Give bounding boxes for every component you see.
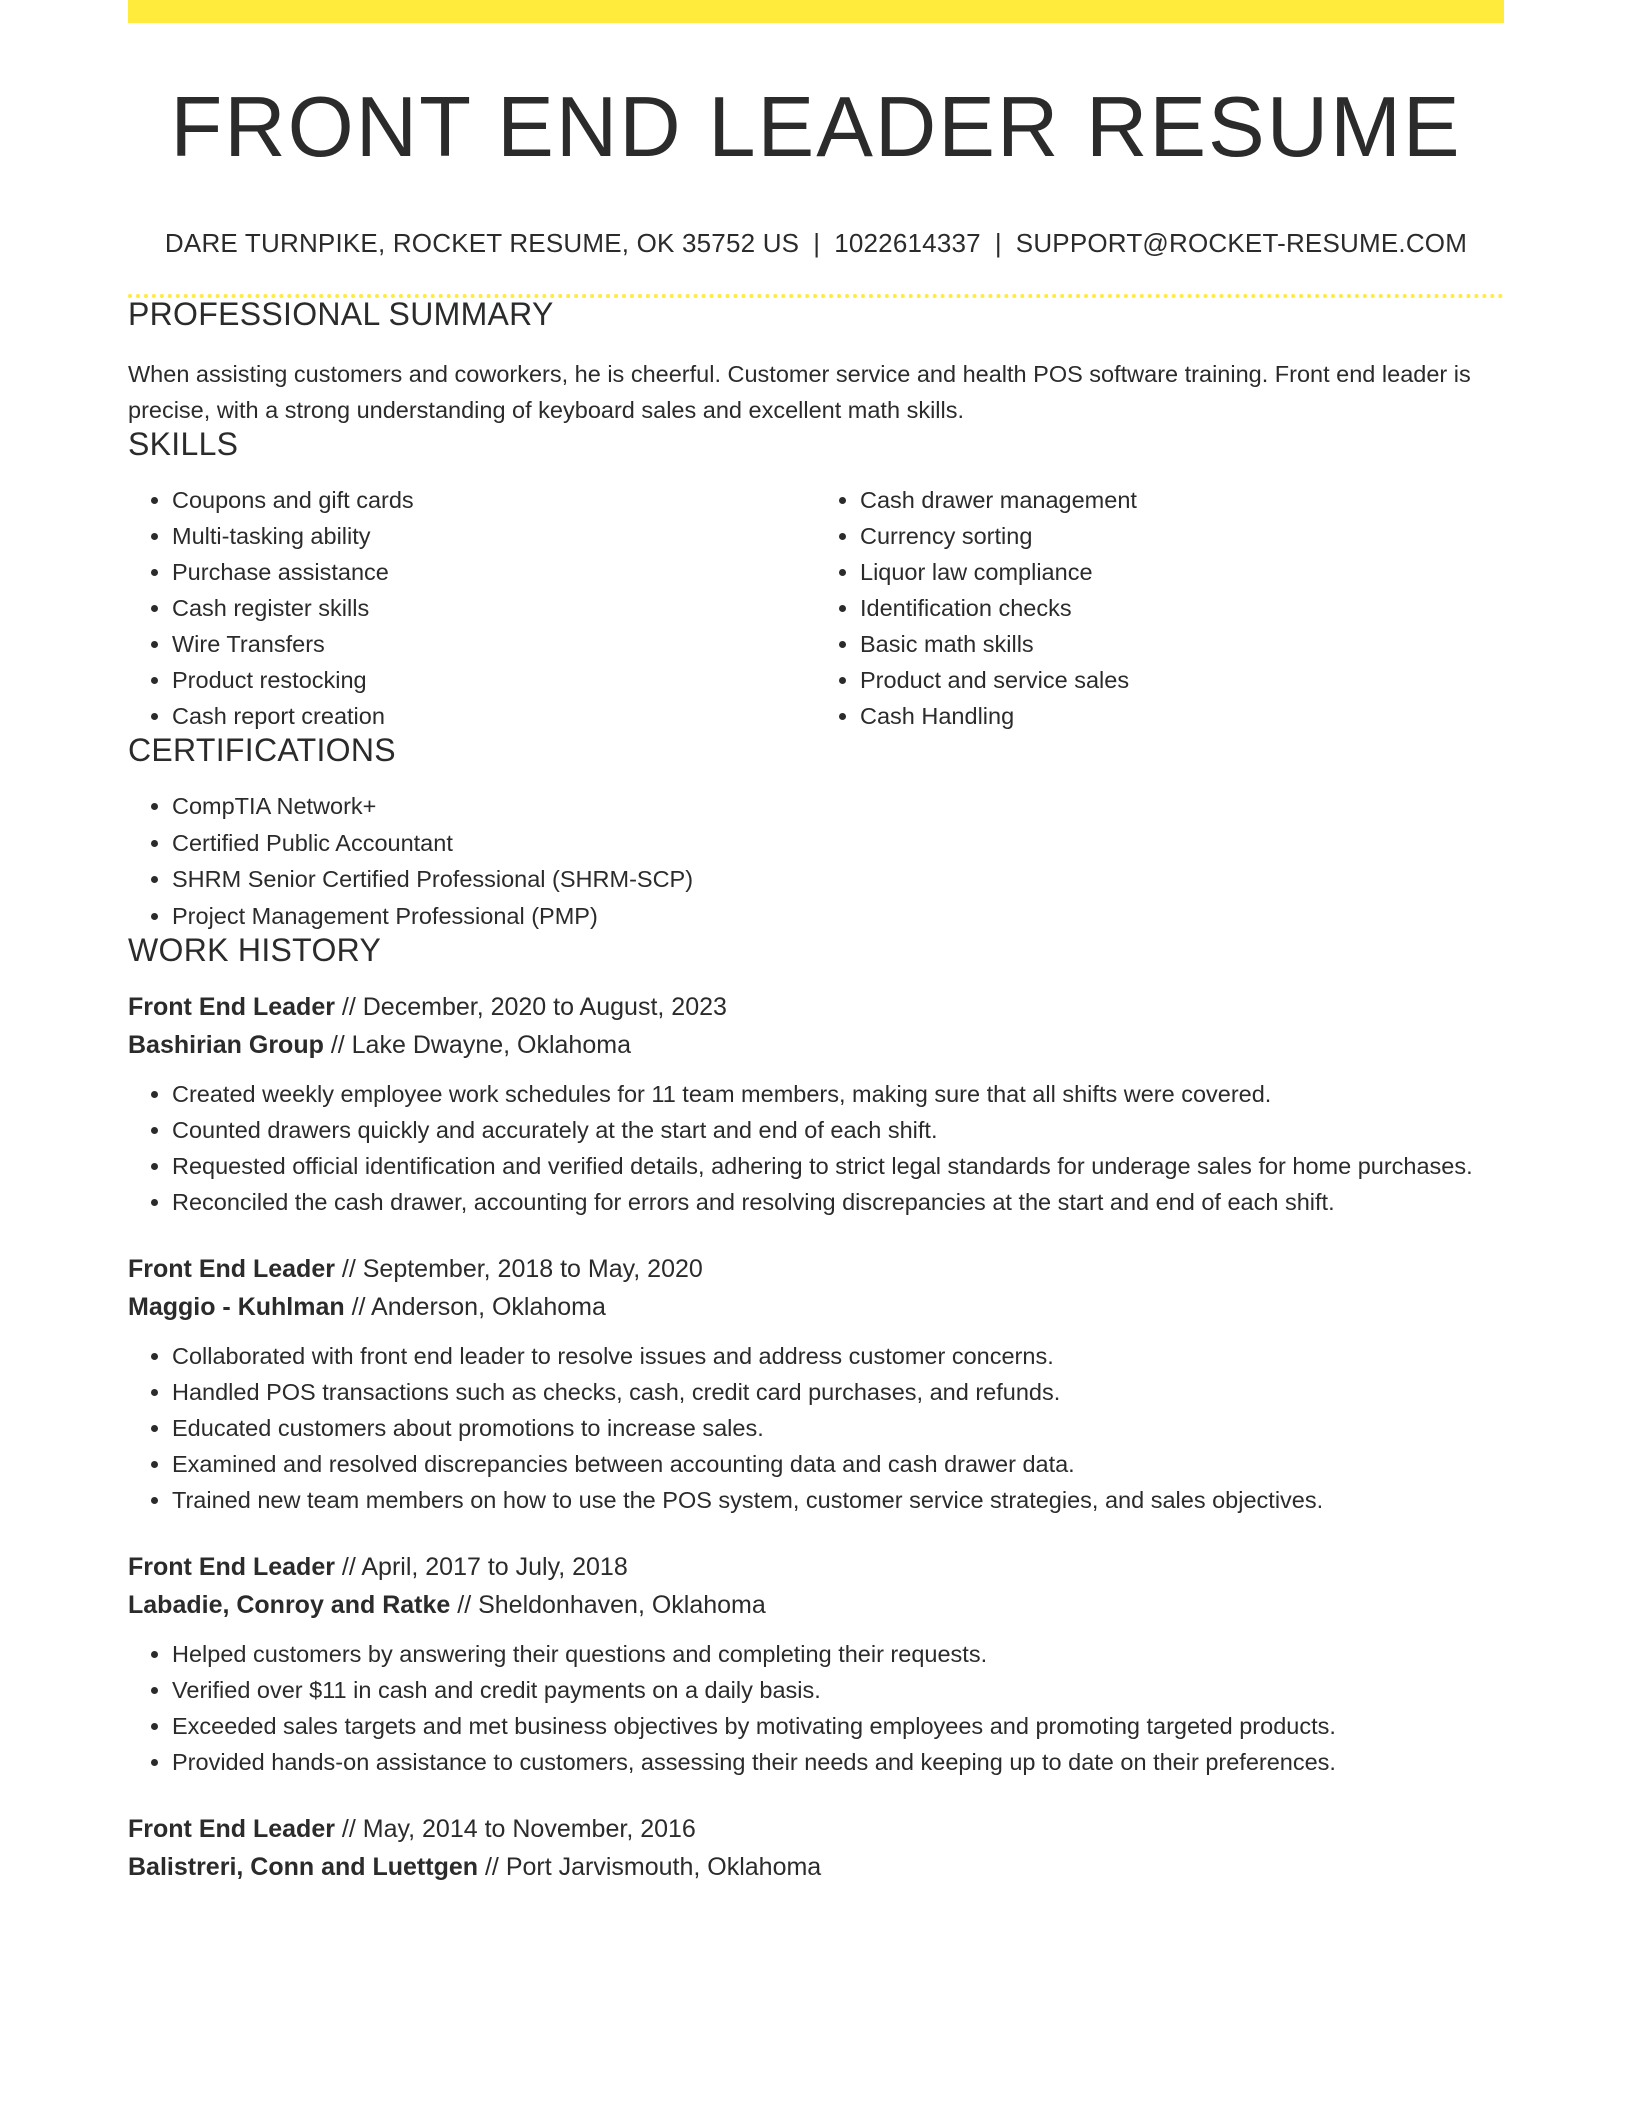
job-company: Bashirian Group — [128, 1031, 324, 1059]
certification-item: • CompTIA Network+ — [172, 788, 1504, 825]
summary-text: When assisting customers and coworkers, he is cheerful. Customer service and health POS software training. Front end leader is precise, with a strong understanding of keyboard sales and excellent math skills. — [128, 361, 1471, 423]
skills-columns — [128, 482, 1504, 734]
job-bullet: • Provided hands-on assistance to customers, assessing their needs and keeping up to date on their preferences. — [172, 1744, 1504, 1780]
job-entry — [128, 1250, 1504, 1518]
page-title: FRONT END LEADER RESUME — [170, 80, 1462, 175]
resume-page — [128, 0, 1504, 1886]
job-bullets — [128, 1076, 1504, 1220]
skills-left-list — [128, 482, 816, 734]
job-bullet: • Collaborated with front end leader to resolve issues and address customer concerns. — [172, 1338, 1504, 1374]
skill-item: • Cash Handling — [860, 698, 1504, 734]
job-bullet: • Verified over $11 in cash and credit payments on a daily basis. — [172, 1672, 1504, 1708]
top-accent-bar — [128, 0, 1504, 23]
certifications-list — [128, 788, 1504, 934]
job-dates: // April, 2017 to July, 2018 — [334, 1553, 628, 1581]
job-title-line — [128, 1810, 1504, 1848]
job-entry — [128, 988, 1504, 1220]
job-bullet: • Helped customers by answering their questions and completing their requests. — [172, 1636, 1504, 1672]
skill-item: • Currency sorting — [860, 518, 1504, 554]
job-bullets — [128, 1636, 1504, 1780]
work-history-heading: WORK HISTORY — [128, 932, 382, 968]
contact-separator: | — [994, 228, 1002, 258]
job-title-line — [128, 1250, 1504, 1288]
job-bullet: • Reconciled the cash drawer, accounting for errors and resolving discrepancies at the start and end of each shift. — [172, 1184, 1504, 1220]
skill-item: • Liquor law compliance — [860, 554, 1504, 590]
contact-phone: 1022614337 — [834, 228, 981, 258]
job-title-line — [128, 988, 1504, 1026]
job-bullet: • Counted drawers quickly and accurately at the start and end of each shift. — [172, 1112, 1504, 1148]
skill-item: • Cash register skills — [172, 590, 816, 626]
job-role: Front End Leader — [128, 993, 335, 1021]
job-title-line — [128, 1548, 1504, 1586]
summary-heading: PROFESSIONAL SUMMARY — [128, 296, 554, 332]
certification-item: • SHRM Senior Certified Professional (SHRM-SCP) — [172, 861, 1504, 898]
job-company: Balistreri, Conn and Luettgen — [128, 1853, 479, 1881]
job-bullet: • Examined and resolved discrepancies between accounting data and cash drawer data. — [172, 1446, 1504, 1482]
job-bullet: • Handled POS transactions such as checks, cash, credit card purchases, and refunds. — [172, 1374, 1504, 1410]
certification-item: • Certified Public Accountant — [172, 825, 1504, 862]
skill-item: • Purchase assistance — [172, 554, 816, 590]
job-location: // Sheldonhaven, Oklahoma — [450, 1591, 766, 1619]
contact-line — [128, 230, 1504, 256]
job-company-line — [128, 1848, 1504, 1886]
job-bullet: • Trained new team members on how to use the POS system, customer service strategies, and sales objectives. — [172, 1482, 1504, 1518]
job-company-line — [128, 1288, 1504, 1326]
job-role: Front End Leader — [128, 1255, 335, 1283]
job-bullet: • Exceeded sales targets and met business objectives by motivating employees and promoting targeted products. — [172, 1708, 1504, 1744]
job-dates: // May, 2014 to November, 2016 — [334, 1815, 696, 1843]
skill-item: • Cash drawer management — [860, 482, 1504, 518]
job-company-line — [128, 1586, 1504, 1624]
skill-item: • Basic math skills — [860, 626, 1504, 662]
job-location: // Anderson, Oklahoma — [344, 1293, 606, 1321]
job-bullet: • Educated customers about promotions to increase sales. — [172, 1410, 1504, 1446]
skills-heading: SKILLS — [128, 426, 239, 462]
skill-item: • Multi-tasking ability — [172, 518, 816, 554]
job-company: Labadie, Conroy and Ratke — [128, 1591, 451, 1619]
certification-item: • Project Management Professional (PMP) — [172, 898, 1504, 935]
job-location: // Lake Dwayne, Oklahoma — [323, 1031, 631, 1059]
skill-item: • Identification checks — [860, 590, 1504, 626]
skills-right-list — [816, 482, 1504, 734]
skill-item: • Cash report creation — [172, 698, 816, 734]
job-role: Front End Leader — [128, 1815, 335, 1843]
job-location: // Port Jarvismouth, Oklahoma — [478, 1853, 822, 1881]
contact-email[interactable]: SUPPORT@ROCKET-RESUME.COM — [1015, 228, 1468, 258]
skill-item: • Product and service sales — [860, 662, 1504, 698]
certifications-heading: CERTIFICATIONS — [128, 732, 396, 768]
job-bullets — [128, 1338, 1504, 1518]
job-role: Front End Leader — [128, 1553, 335, 1581]
job-dates: // December, 2020 to August, 2023 — [334, 993, 727, 1021]
contact-separator: | — [813, 228, 821, 258]
job-bullet: • Created weekly employee work schedules for 11 team members, making sure that all shifts were covered. — [172, 1076, 1504, 1112]
job-dates: // September, 2018 to May, 2020 — [334, 1255, 703, 1283]
skill-item: • Product restocking — [172, 662, 816, 698]
job-entry — [128, 1810, 1504, 1886]
job-bullet: • Requested official identification and verified details, adhering to strict legal standards for underage sales for home purchases. — [172, 1148, 1504, 1184]
skill-item: • Wire Transfers — [172, 626, 816, 662]
job-company: Maggio - Kuhlman — [128, 1293, 345, 1321]
job-entry — [128, 1548, 1504, 1780]
skill-item: • Coupons and gift cards — [172, 482, 816, 518]
job-company-line — [128, 1026, 1504, 1064]
contact-address: DARE TURNPIKE, ROCKET RESUME, OK 35752 US — [164, 228, 800, 258]
